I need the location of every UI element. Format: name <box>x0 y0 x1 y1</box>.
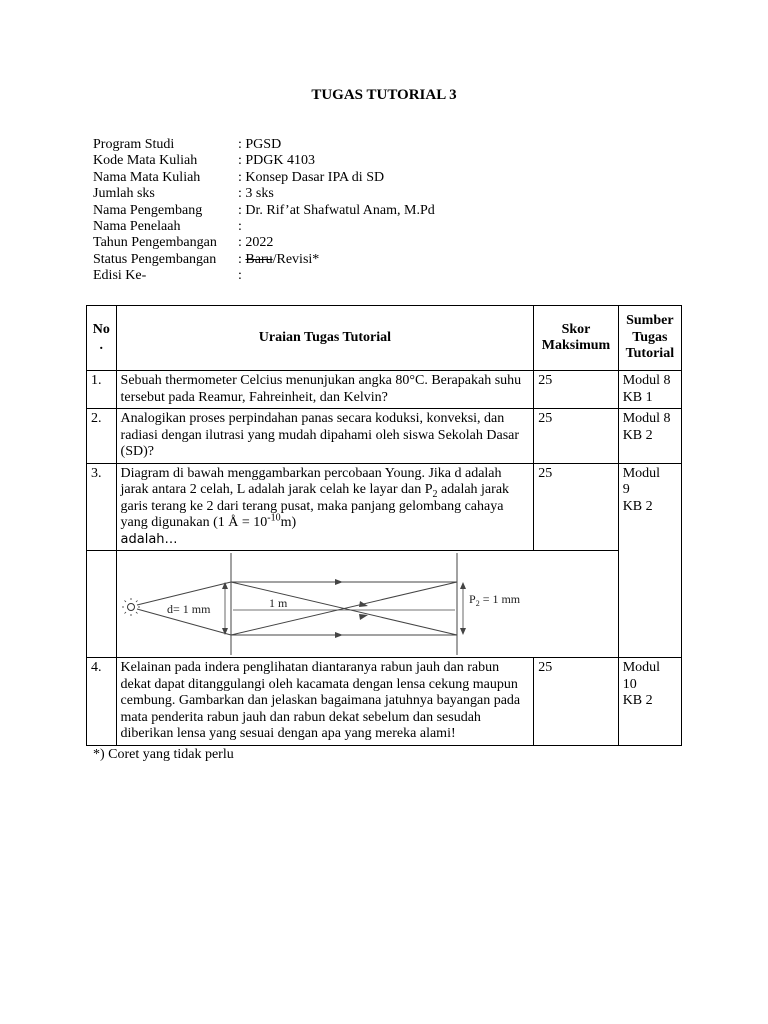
info-value <box>238 252 319 268</box>
info-row-reviewer <box>93 219 435 235</box>
desc-subscript: 2 <box>432 488 438 500</box>
diagram-spacer <box>87 551 117 658</box>
row-score: 25 <box>534 658 618 746</box>
task-table <box>86 305 682 746</box>
row-source: Modul 8 KB 2 <box>618 409 681 464</box>
young-experiment-diagram <box>117 551 593 657</box>
header-score: Skor Maksimum <box>534 306 618 371</box>
source-line: Modul <box>622 465 661 481</box>
row-number: 2. <box>87 409 117 464</box>
desc-text: Diagram di bawah menggambarkan percobaan Young. Jika d adalah jarak antara 2 celah, L adalah jarak celah ke layar dan P <box>120 465 502 497</box>
info-value: : 2022 <box>238 235 274 251</box>
diagram-row <box>87 551 682 658</box>
info-value: : PGSD <box>238 137 282 152</box>
status-rest: /Revisi* <box>272 251 320 267</box>
info-label: Edisi Ke- <box>93 268 147 284</box>
info-value: : Dr. Rif’at Shafwatul Anam, M.Pd <box>238 202 435 218</box>
info-value: : Konsep Dasar IPA di SD <box>238 169 385 185</box>
info-row-developer <box>93 203 435 219</box>
info-row-year <box>93 235 435 251</box>
desc-text: m) <box>280 515 297 530</box>
row-source: Modul 8 KB 1 <box>618 371 681 409</box>
info-row-status <box>93 252 435 268</box>
info-label: Tahun Pengembangan <box>93 235 217 251</box>
row-score: 25 <box>534 409 618 464</box>
row-description: Analogikan proses perpindahan panas secara koduksi, konveksi, dan radiasi dengan ilutrasi yang mudah dipahami oleh siswa Sekolah Dasar (SD)? <box>116 409 534 464</box>
document-title: TUGAS TUTORIAL 3 <box>311 87 457 103</box>
desc-text: adalah jarak garis terang ke 2 dari terang pusat, maka panjang gelombang cahaya yang digunakan (1 Å = 10 <box>120 482 510 530</box>
desc-superscript: -10 <box>267 512 281 524</box>
source-line: 10 <box>622 676 637 692</box>
info-row-code <box>93 153 435 169</box>
row-number: 1. <box>87 371 117 409</box>
info-label: Program Studi <box>93 137 175 152</box>
table-row <box>87 658 682 746</box>
info-row-program <box>93 137 435 153</box>
row-description: Sebuah thermometer Celcius menunjukan angka 80°C. Berapakah suhu tersebut pada Reamur, Fahreinheit, dan Kelvin? <box>116 371 534 409</box>
p2-label-value: = 1 mm <box>479 592 520 606</box>
status-prefix: : <box>238 251 246 267</box>
info-label: Status Pengembangan <box>93 251 217 267</box>
header-description: Uraian Tugas Tutorial <box>116 306 534 371</box>
info-row-credits <box>93 186 435 202</box>
p2-label-letter: P <box>468 592 476 606</box>
row-number: 4. <box>87 658 117 746</box>
info-value: : PDGK 4103 <box>238 153 316 169</box>
source-line: KB 2 <box>622 693 653 708</box>
footnote: *) Coret yang tidak perlu <box>93 747 234 762</box>
p2-label-sub: 2 <box>475 599 480 608</box>
course-info <box>93 137 435 285</box>
d-label: d= 1 mm <box>166 602 210 616</box>
info-label: Kode Mata Kuliah <box>93 153 198 169</box>
source-line: Modul <box>622 660 661 675</box>
info-label: Nama Penelaah <box>93 218 181 234</box>
header-no: No . <box>87 306 117 371</box>
status-struck: Baru <box>245 251 273 267</box>
table-row <box>87 371 682 409</box>
row-description <box>116 463 534 551</box>
info-label: Nama Pengembang <box>93 202 203 218</box>
row-score: 25 <box>534 371 618 409</box>
info-label: Nama Mata Kuliah <box>93 169 201 185</box>
row-description: Kelainan pada indera penglihatan diantaranya rabun jauh dan rabun dekat dapat ditanggulangi oleh kacamata dengan lensa cekung maupun cembung. Gambarkan dan jelaskan bagaimana jatuhnya bayangan pada mata penderita rabun jauh dan rabun dekat sebelum dan sesudah diberikan lensa yang sesuai dengan apa yang mereka alami! <box>116 658 534 746</box>
header-source: Sumber Tugas Tutorial <box>618 306 681 371</box>
info-value: : <box>238 218 242 234</box>
l-label: 1 m <box>268 596 287 610</box>
desc-text: adalah… <box>120 531 178 547</box>
source-line: KB 2 <box>622 498 653 514</box>
source-line: 9 <box>622 482 630 497</box>
row-source <box>618 658 681 746</box>
info-row-edition <box>93 268 435 284</box>
info-label: Jumlah sks <box>93 186 155 202</box>
info-value: : <box>238 268 242 284</box>
table-row <box>87 463 682 551</box>
table-row <box>87 409 682 464</box>
row-number: 3. <box>87 463 117 551</box>
row-source <box>618 463 681 658</box>
row-score: 25 <box>534 463 618 551</box>
table-header-row <box>87 306 682 371</box>
info-value: : 3 sks <box>238 186 274 202</box>
young-diagram-cell <box>116 551 618 658</box>
info-row-course-name <box>93 170 435 186</box>
